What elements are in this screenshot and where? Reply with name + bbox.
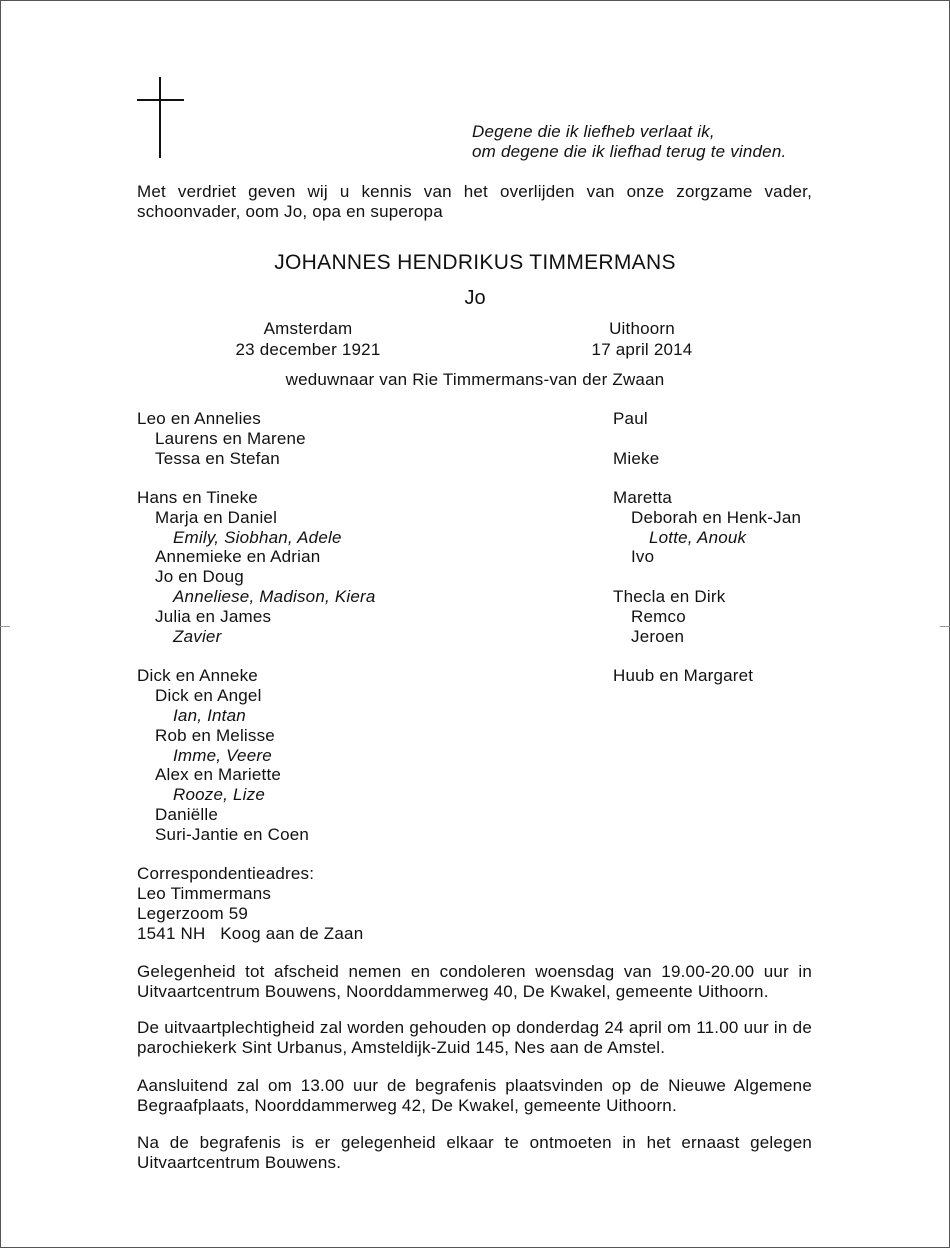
family-member: Remco [631, 607, 686, 626]
poem-line-1: Degene die ik liefheb verlaat ik, [472, 122, 715, 141]
family-member: Thecla en Dirk [613, 587, 726, 606]
birth-place: Amsterdam [263, 319, 353, 338]
crop-mark-right [940, 626, 950, 627]
family-member: Jo en Doug [155, 567, 244, 586]
birth-date: 23 december 1921 [235, 340, 381, 359]
correspondence-street: Legerzoom 59 [137, 904, 249, 923]
family-member: Julia en James [155, 607, 272, 626]
family-member: Tessa en Stefan [155, 449, 280, 468]
family-member: Dick en Angel [155, 686, 262, 705]
crop-mark-left [0, 626, 10, 627]
paragraph-ceremony: De uitvaartplechtigheid zal worden gehouden op donderdag 24 april om 11.00 uur in de parochiekerk Sint Urbanus, Amsteldijk-Zuid 145, Nes aan de Amstel. [137, 1018, 812, 1057]
family-member-grandchildren: Zavier [173, 627, 222, 646]
family-member-grandchildren: Imme, Veere [173, 746, 272, 765]
paragraph-condolence: Gelegenheid tot afscheid nemen en condoleren woensdag van 19.00-20.00 uur in Uitvaartcentrum Bouwens, Noorddammerweg 40, De Kwakel, gemeente Uithoorn. [137, 962, 812, 1001]
family-member: Marja en Daniel [155, 508, 278, 527]
paragraph-gathering: Na de begrafenis is er gelegenheid elkaar te ontmoeten in het ernaast gelegen Uitvaartcentrum Bouwens. [137, 1133, 812, 1172]
family-member-grandchildren: Lotte, Anouk [649, 528, 747, 547]
family-member-grandchildren: Ian, Intan [173, 706, 246, 725]
poem-line-2: om degene die ik liefhad terug te vinden. [472, 142, 787, 161]
deceased-nickname: Jo [464, 287, 486, 309]
family-member: Leo en Annelies [137, 409, 261, 428]
paragraph-burial: Aansluitend zal om 13.00 uur de begrafenis plaatsvinden op de Nieuwe Algemene Begraafplaats, Noorddammerweg 42, De Kwakel, gemeente Uithoorn. [137, 1076, 812, 1115]
death-place: Uithoorn [609, 319, 675, 338]
deceased-name: JOHANNES HENDRIKUS TIMMERMANS [274, 251, 676, 274]
family-member: Ivo [631, 547, 655, 566]
family-member: Deborah en Henk-Jan [631, 508, 802, 527]
family-member-grandchildren: Emily, Siobhan, Adele [173, 528, 342, 547]
cross-icon-bar [137, 99, 184, 101]
correspondence-city: 1541 NH Koog aan de Zaan [137, 924, 364, 943]
family-member: Alex en Mariette [155, 765, 282, 784]
family-member: Paul [613, 409, 648, 428]
family-member: Huub en Margaret [613, 666, 754, 685]
family-member: Dick en Anneke [137, 666, 258, 685]
death-date: 17 april 2014 [591, 340, 693, 359]
family-member: Mieke [613, 449, 660, 468]
family-member: Suri-Jantie en Coen [155, 825, 310, 844]
family-member-grandchildren: Anneliese, Madison, Kiera [173, 587, 376, 606]
widower-line: weduwnaar van Rie Timmermans-van der Zwaan [285, 370, 665, 389]
family-member: Rob en Melisse [155, 726, 275, 745]
family-member: Daniëlle [155, 805, 219, 824]
cross-icon [159, 77, 161, 158]
correspondence-name: Leo Timmermans [137, 884, 272, 903]
family-member: Annemieke en Adrian [155, 547, 321, 566]
family-member: Maretta [613, 488, 673, 507]
intro-text: Met verdriet geven wij u kennis van het overlijden van onze zorgzame vader, schoonvader, oom Jo, opa en superopa [137, 182, 812, 221]
family-member-grandchildren: Rooze, Lize [173, 785, 265, 804]
family-member: Laurens en Marene [155, 429, 306, 448]
correspondence-heading: Correspondentieadres: [137, 864, 315, 883]
family-member: Hans en Tineke [137, 488, 258, 507]
family-member: Jeroen [631, 627, 685, 646]
